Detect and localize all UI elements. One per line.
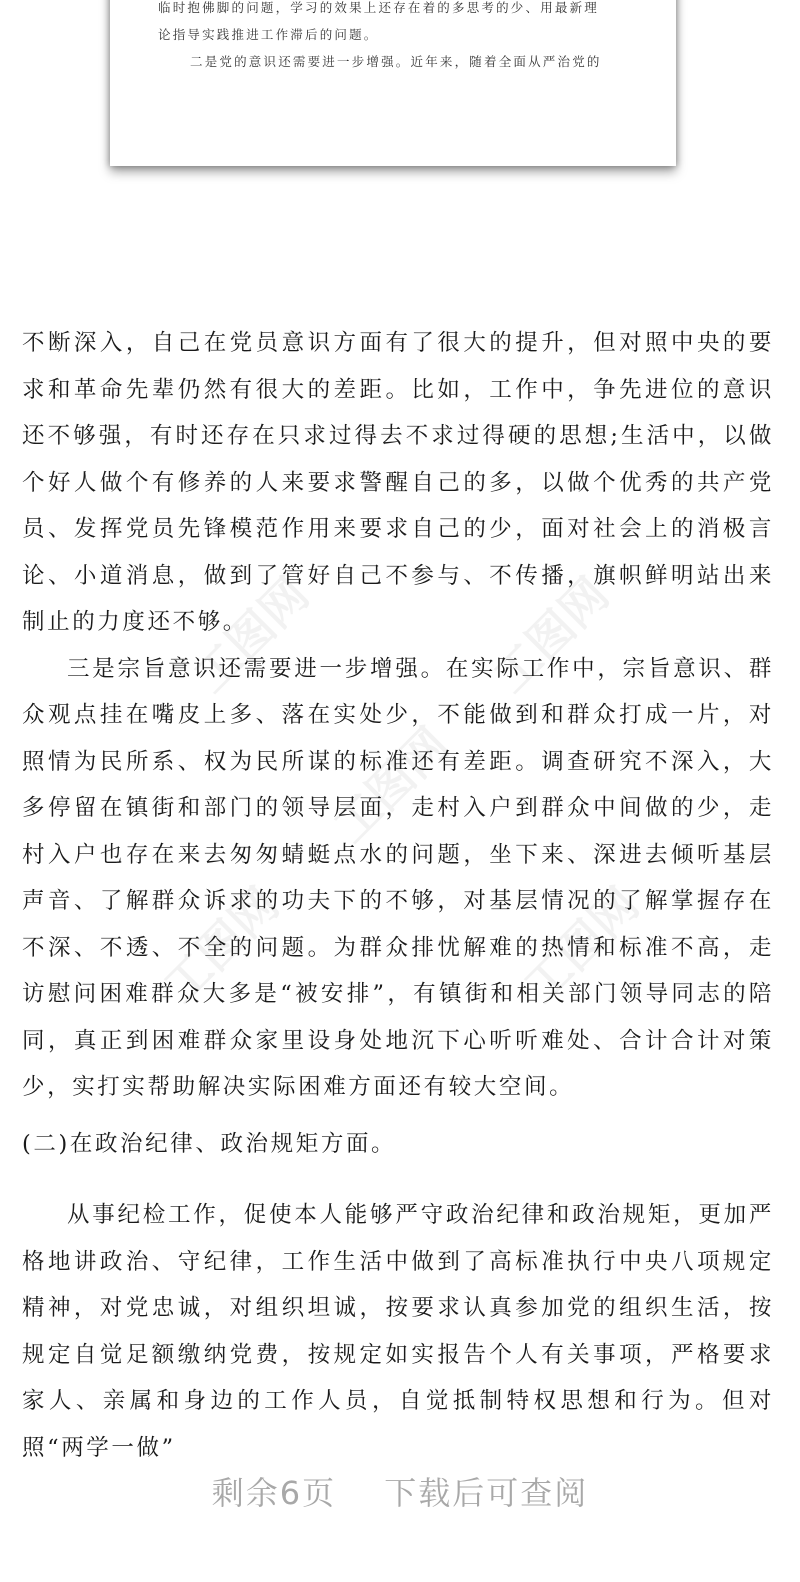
watermark-4: 工图网 — [153, 877, 290, 1014]
watermark-3: 工图网 — [323, 717, 460, 854]
watermark-1: 工图网 — [183, 567, 320, 704]
watermark-2: 工图网 — [483, 567, 620, 704]
paragraph-purpose-awareness: 三是宗旨意识还需要进一步增强。在实际工作中，宗旨意识、群众观点挂在嘴皮上多、落在实处少，不能做到和群众打成一片，对照情为民所系、权为民所谋的标准还有差距。调查研究不深入，大多停留在镇街和部门的领导层面，走村入户到群众中间做的少，走村入户也存在来去匆匆蜻蜓点水的问题，坐下来、深进去倾听基层声音、了解群众诉求的功夫下的不够，对基层情况的了解掌握存在不深、不透、不全的问题。为群众排忧解难的热情和标准不高，走访慰问困难群众大多是“被安排”，有镇街和相关部门领导同志的陪同，真正到困难群众家里设身处地沉下心听听难处、合计合计对策少，实打实帮助解决实际困难方面还有较大空间。 — [22, 655, 774, 1100]
document-body — [22, 320, 774, 1471]
watermark-5: 工图网 — [513, 877, 650, 1014]
preview-page-card — [110, 0, 676, 166]
preview-line-2: 论指导实践推进工作滞后的问题。 — [158, 27, 379, 42]
paragraph-political-discipline: 从事纪检工作，促使本人能够严守政治纪律和政治规矩，更加严格地讲政治、守纪律，工作生活中做到了高标准执行中央八项规定精神，对党忠诚，对组织坦诚，按要求认真参加党的组织生活，按规定自觉足额缴纳党费，按规定如实报告个人有关事项，严格要求家人、亲属和身边的工作人员，自觉抵制特权思想和行为。但对照“两学一做” — [22, 1202, 774, 1461]
remaining-pages-label[interactable]: 剩余6页 — [211, 1474, 337, 1512]
section-heading: (二)在政治纪律、政治规矩方面。 — [22, 1130, 397, 1157]
download-prompt[interactable] — [0, 1468, 800, 1514]
download-hint-label[interactable]: 下载后可查阅 — [384, 1474, 589, 1512]
preview-line-1: 临时抱佛脚的问题，学习的效果上还存在着的多思考的少、用最新理 — [158, 0, 600, 15]
preview-line-3: 二是党的意识还需要进一步增强。近年来，随着全面从严治党的 — [190, 54, 602, 69]
paragraph-party-awareness: 不断深入，自己在党员意识方面有了很大的提升，但对照中央的要求和革命先辈仍然有很大的差距。比如，工作中，争先进位的意识还不够强，有时还存在只求过得去不求过得硬的思想;生活中，以做个好人做个有修养的人来要求警醒自己的多，以做个优秀的共产党员、发挥党员先锋模范作用来要求自己的少，面对社会上的消极言论、小道消息，做到了管好自己不参与、不传播，旗帜鲜明站出来制止的力度还不够。 — [22, 330, 774, 635]
